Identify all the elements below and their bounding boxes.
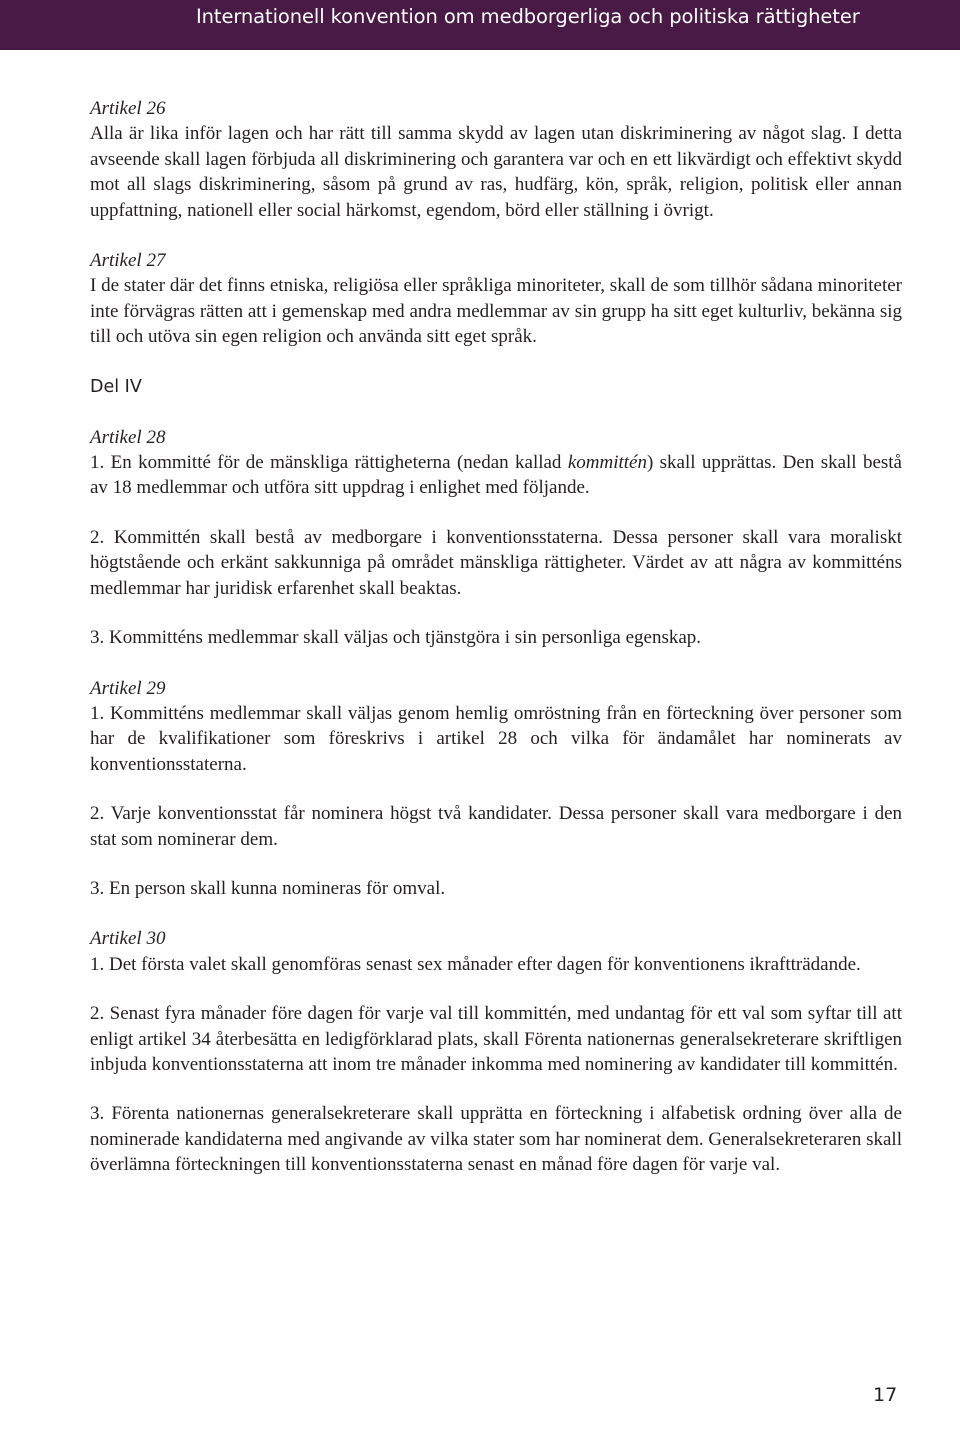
article-26 [90,96,902,223]
article-28-paragraph-1 [90,450,902,501]
article-30-paragraph-1: 1. Det första valet skall genomföras senast sex månader efter dagen för konventionens ikraftträdande. [90,953,861,975]
article-27-heading: Artikel 27 [90,250,166,272]
spacer [90,852,902,876]
article-30-paragraph-3: 3. Förenta nationernas generalsekreterare skall upprätta en förteckning i alfabetisk ordning över alla de nominerade kandidaterna med angivande av vilka stater som har nominerat dem. Generalsekreteraren skall överlämna förteckningen till konventionsstaterna senast en månad före dagen för varje val. [90,1103,902,1176]
article-28-paragraph-3: 3. Kommitténs medlemmar skall väljas och tjänstgöra i sin personliga egenskap. [90,627,702,649]
spacer [90,651,902,676]
article-28-p1-end: ) skall upprättas. Den skall bestå av 18 medlemmar och utföra sitt uppdrag i enlighet med följande. [90,452,902,499]
spacer [90,501,902,525]
article-30 [90,926,902,1177]
spacer [90,977,902,1001]
article-30-paragraph-2: 2. Senast fyra månader före dagen för varje val till kommittén, med undantag för ett val som syftar till att enligt artikel 34 återbesätta en ledigförklarad plats, skall Förenta nationernas generalsekreterare skriftligen inbjuda konventionsstaterna att inom tre månader inkomma med nominering av kandidater till kommittén. [90,1003,902,1075]
article-29-heading: Artikel 29 [90,677,166,699]
part-heading: Del IV [90,376,142,397]
article-29-paragraph-3: 3. En person skall kunna nomineras för omval. [90,877,446,899]
spacer [90,1077,902,1101]
spacer [90,901,902,926]
spacer [90,400,902,425]
article-28 [90,425,902,651]
page-number: 17 [873,1384,898,1406]
article-27 [90,248,902,350]
header-bar [0,0,960,50]
spacer [90,777,902,801]
article-26-heading: Artikel 26 [90,98,166,119]
article-28-paragraph-2: 2. Kommittén skall bestå av medborgare i konventionsstaterna. Dessa personer skall vara moraliskt högtstående och erkänt sakkunniga på området mänskliga rättigheter. Värdet av att några av kommitténs medlemmar har juridisk erfarenhet skall beaktas. [90,526,902,599]
article-30-heading: Artikel 30 [90,928,166,950]
article-29-paragraph-1: 1. Kommitténs medlemmar skall väljas genom hemlig omröstning från en förteckning över personer som har de kvalifikationer som föreskrivs i artikel 28 och vilka för ändamålet har nominerats av konventionsstaterna. [90,702,902,775]
article-29 [90,676,902,902]
article-27-text: I de stater där det finns etniska, religiösa eller språkliga minoriteter, skall de som tillhör sådana minoriteter inte förvägras rätten att i gemenskap med andra medlemmar av sin grupp ha sitt eget kulturliv, bekänna sig till och utöva sin egen religion och använda sitt eget språk. [90,275,902,348]
article-28-heading: Artikel 28 [90,426,166,448]
spacer [90,350,902,375]
article-28-p1-start: 1. En kommitté för de mänskliga rättigheterna (nedan kallad [90,452,568,474]
article-29-paragraph-2: 2. Varje konventionsstat får nominera högst två kandidater. Dessa personer skall vara medborgare i den stat som nominerar dem. [90,803,902,850]
spacer [90,223,902,248]
article-26-text: Alla är lika inför lagen och har rätt till samma skydd av lagen utan diskriminering av något slag. I detta avseende skall lagen förbjuda all diskriminering och garantera var och en ett likvärdigt och effektivt skydd mot all slags diskriminering, såsom på grund av ras, hudfärg, kön, språk, religion, politisk eller annan uppfattning, nationell eller social härkomst, egendom, börd eller ställning i övrigt. [90,123,902,221]
defined-term: kommittén [567,452,647,474]
document-title: Internationell konvention om medborgerliga och politiska rättigheter [196,5,860,28]
spacer [90,601,902,625]
page-content [90,96,902,1178]
